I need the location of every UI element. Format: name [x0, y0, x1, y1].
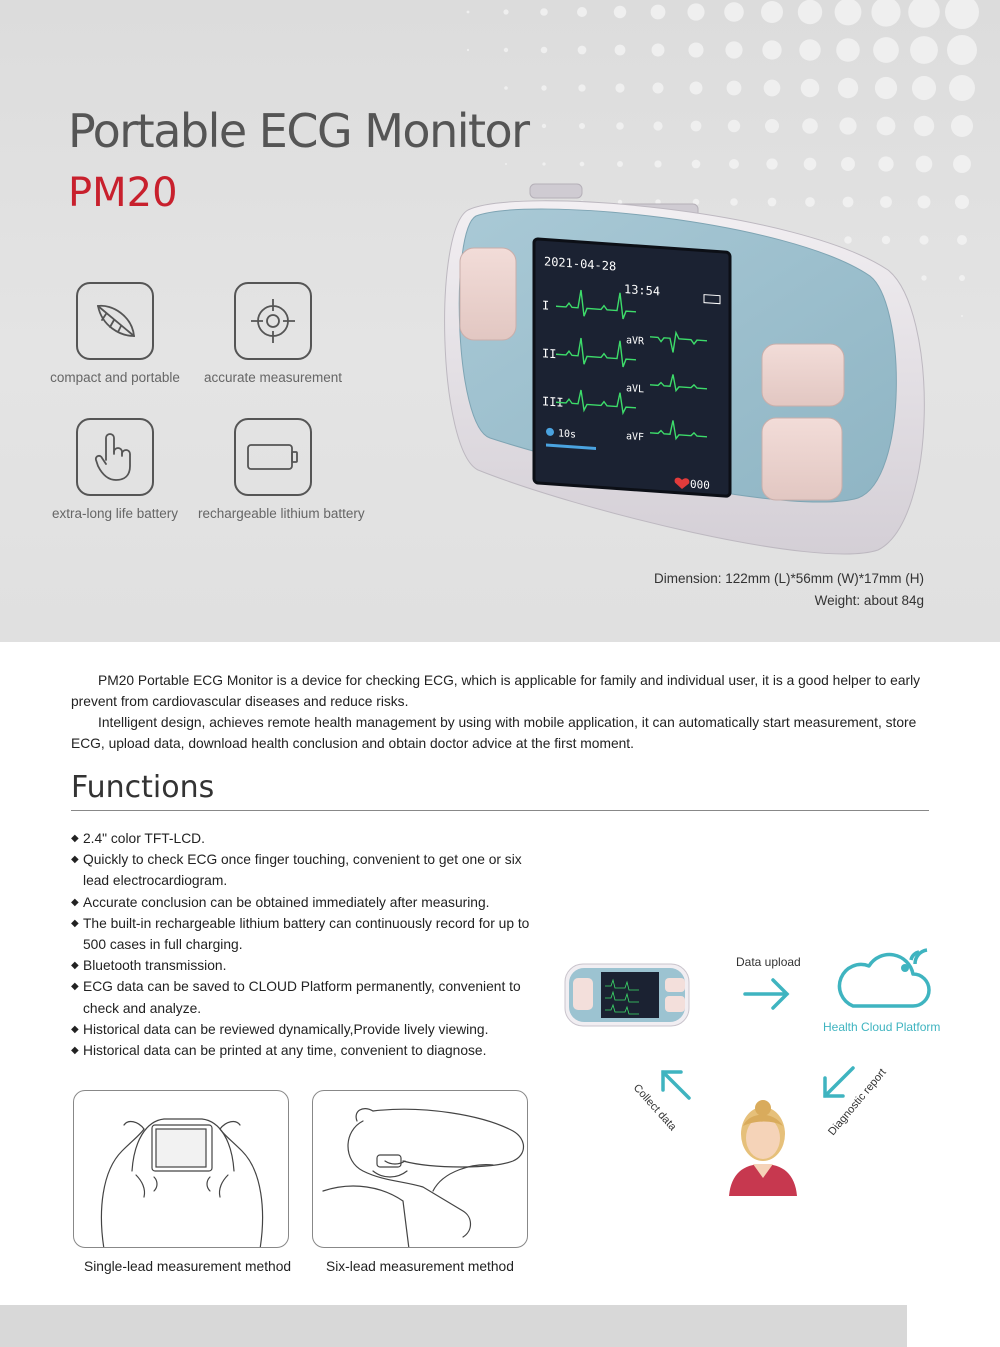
- single-lead-illustration: [73, 1090, 289, 1248]
- spec-dimension: Dimension: 122mm (L)*56mm (W)*17mm (H): [653, 571, 924, 586]
- hero-section: [0, 0, 1000, 642]
- list-item: ◆ Historical data can be printed at any time, convenient to diagnose.: [71, 1043, 487, 1059]
- six-lead-caption: Six-lead measurement method: [326, 1259, 514, 1274]
- feature-battery-life: [40, 418, 190, 521]
- single-lead-caption: Single-lead measurement method: [84, 1259, 292, 1274]
- feature-accurate: [198, 282, 348, 385]
- screen-lead-avf: aVF: [626, 431, 645, 444]
- arrow-up-left-icon: [663, 1072, 689, 1098]
- battery-icon: [234, 418, 312, 496]
- crosshair-icon: [234, 282, 312, 360]
- screen-lead-avr: aVR: [626, 335, 645, 348]
- upload-label: Data upload: [736, 955, 801, 969]
- screen-lead-ii: II: [542, 346, 557, 362]
- finger-touch-icon: [76, 418, 154, 496]
- screen-lead-avl: aVL: [626, 383, 645, 396]
- arrow-down-left-icon: [825, 1068, 853, 1096]
- functions-list: [71, 828, 541, 1061]
- list-item: ◆ Accurate conclusion can be obtained immediately after measuring.: [71, 894, 490, 910]
- feature-label: accurate measurement: [203, 370, 343, 385]
- intro-paragraph-1: PM20 Portable ECG Monitor is a device for checking ECG, which is applicable for family and individual user, it is a good helper to early prevent from cardiovascular diseases and reduce risks.: [71, 673, 921, 709]
- functions-heading: Functions: [71, 770, 215, 805]
- list-item: ◆ ECG data can be saved to CLOUD Platform permanently, convenient to check and analyze.: [71, 979, 521, 1016]
- feather-icon: [76, 282, 154, 360]
- list-item: ◆ The built-in rechargeable lithium battery can continuously record for up to 500 cases in full charging.: [71, 915, 530, 953]
- feature-compact: [40, 282, 190, 385]
- cloud-workflow-diagram: [555, 940, 975, 1210]
- intro-text: [71, 670, 931, 754]
- feature-label: rechargeable lithium battery: [198, 506, 365, 521]
- page-title: Portable ECG Monitor: [68, 104, 529, 158]
- person-avatar-icon: [729, 1100, 797, 1196]
- list-item: ◆ 2.4" color TFT-LCD.: [71, 831, 205, 846]
- report-label: Diagnostic report: [826, 1066, 889, 1138]
- feature-label: compact and portable: [50, 370, 180, 385]
- feature-label: extra-long life battery: [51, 506, 179, 521]
- footer-bar: [0, 1305, 907, 1347]
- list-item: ◆ Historical data can be reviewed dynamically,Provide lively viewing.: [71, 1021, 489, 1037]
- screen-lead-iii: III: [542, 394, 564, 410]
- screen-timer: 10s: [558, 428, 577, 441]
- ecg-device-image: [438, 180, 938, 560]
- list-item: ◆ Bluetooth transmission.: [71, 958, 227, 974]
- screen-time: 13:54: [624, 282, 661, 299]
- collect-label: Collect data: [630, 1081, 679, 1134]
- screen-date: 2021-04-28: [544, 254, 617, 274]
- list-item: ◆ Quickly to check ECG once finger touching, convenient to get one or six lead electrocardiogram.: [71, 852, 522, 889]
- functions-divider: [71, 810, 929, 811]
- model-name: PM20: [68, 170, 178, 216]
- cloud-label: Health Cloud Platform: [823, 1020, 941, 1034]
- device-thumbnail: [565, 964, 689, 1026]
- intro-paragraph-2: Intelligent design, achieves remote health management by using with mobile application, it can automatically start measurement, store ECG, upload data, download health conclusion and obtain doctor advice at the first moment.: [71, 715, 917, 751]
- cloud-icon: [839, 950, 929, 1006]
- screen-lead-i: I: [542, 298, 550, 313]
- feature-rechargeable: [198, 418, 365, 521]
- spec-weight: Weight: about 84g: [814, 593, 924, 608]
- six-lead-illustration: [312, 1090, 528, 1248]
- screen-heart-rate: 000: [690, 477, 710, 493]
- arrow-right-icon: [745, 980, 787, 1008]
